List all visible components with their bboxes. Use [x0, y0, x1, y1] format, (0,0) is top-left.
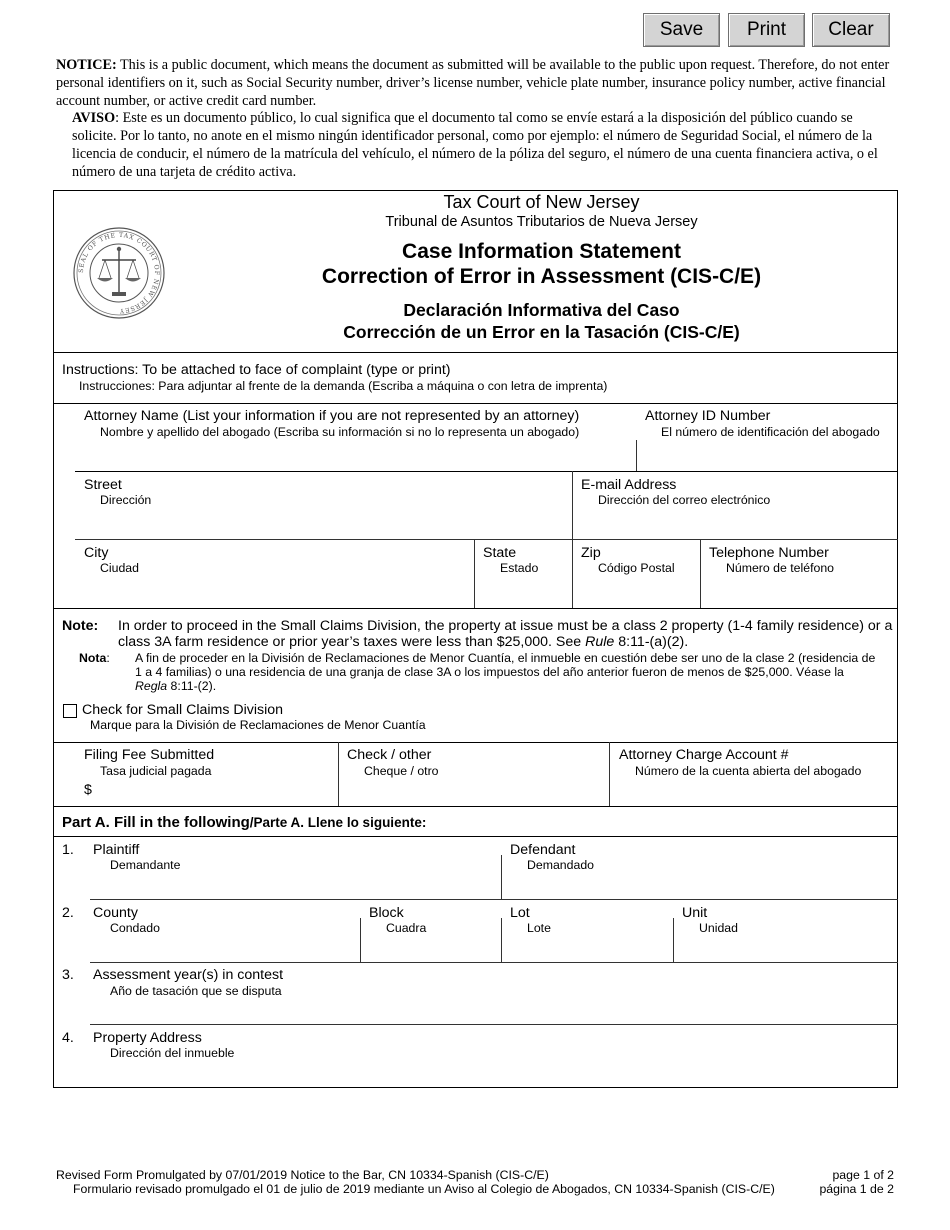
- note-label: Note:: [62, 618, 99, 634]
- state-label-es: Estado: [500, 561, 539, 575]
- title-en-1: Case Information Statement: [402, 240, 681, 263]
- divider: [360, 918, 361, 962]
- notice-es: AVISO: Este es un documento público, lo cual significa que el documento tal como se envíe estará a la disposición del público cuando se solicite. Por lo tanto, no anote en el mismo ningún identificador personal, como por ejemplo: el número de Seguridad Social, el número de la licencia de conducir, el número de la matrícula del vehículo, el número de la póliza del seguro, el número de una cuenta financiera activa, o el número de una tarjeta de crédito activa.: [72, 110, 878, 180]
- defendant-label: Defendant: [510, 842, 576, 858]
- state-label: State: [483, 545, 517, 561]
- instructions-es: Instrucciones: Para adjuntar al frente de la demanda (Escriba a máquina o con letra de imprenta): [79, 379, 608, 393]
- street-field[interactable]: [82, 510, 566, 536]
- unit-field[interactable]: [679, 936, 892, 960]
- county-label-es: Condado: [110, 921, 160, 935]
- divider: [90, 899, 898, 900]
- divider: [700, 539, 701, 608]
- nota-text-2: 1 a 4 familias) o una residencia de una granja de clase 3A o los impuestos del año anterior fueron de menos de $25,000. Véase la: [135, 665, 844, 679]
- assessment-year-field[interactable]: [90, 999, 892, 1023]
- assessment-year-label: Assessment year(s) in contest: [93, 967, 284, 983]
- instructions-en: Instructions: To be attached to face of complaint (type or print): [62, 362, 451, 378]
- small-claims-label: Check for Small Claims Division: [82, 702, 284, 718]
- divider: [75, 471, 898, 472]
- page-number-en: page 1 of 2: [832, 1168, 894, 1182]
- plaintiff-label-es: Demandante: [110, 858, 181, 872]
- page-number-es: página 1 de 2: [819, 1182, 894, 1196]
- email-label: E-mail Address: [581, 477, 677, 493]
- divider: [501, 855, 502, 899]
- county-field[interactable]: [90, 936, 354, 960]
- county-label: County: [93, 905, 138, 921]
- phone-field[interactable]: [706, 578, 892, 604]
- charge-account-field[interactable]: [616, 780, 892, 802]
- nota-text-3: Regla 8:11-(2).: [135, 679, 217, 693]
- attorney-id-label: Attorney ID Number: [645, 408, 771, 424]
- city-label-es: Ciudad: [100, 561, 139, 575]
- clear-button[interactable]: Clear: [812, 13, 890, 47]
- property-address-label: Property Address: [93, 1030, 202, 1046]
- unit-label: Unit: [682, 905, 708, 921]
- lot-field[interactable]: [507, 936, 667, 960]
- city-label: City: [84, 545, 109, 561]
- court-name-en: Tax Court of New Jersey: [443, 192, 640, 212]
- item-number-2: 2.: [62, 905, 74, 921]
- check-other-field[interactable]: [344, 780, 604, 802]
- lot-label-es: Lote: [527, 921, 551, 935]
- divider: [90, 1024, 898, 1025]
- divider: [53, 352, 898, 353]
- item-number-1: 1.: [62, 842, 74, 858]
- filing-fee-field[interactable]: [96, 780, 332, 802]
- attorney-id-field[interactable]: [642, 442, 892, 468]
- charge-account-label: Attorney Charge Account #: [619, 747, 789, 763]
- charge-account-label-es: Número de la cuenta abierta del abogado: [635, 764, 862, 778]
- phone-label-es: Número de teléfono: [726, 561, 835, 575]
- block-label: Block: [369, 905, 404, 921]
- defendant-field[interactable]: [507, 873, 892, 897]
- svg-text:SEAL OF THE TAX COURT OF NEW J: SEAL OF THE TAX COURT OF NEW JERSEY: [77, 231, 161, 315]
- save-button[interactable]: Save: [643, 13, 720, 47]
- item-number-4: 4.: [62, 1030, 74, 1046]
- nota-label: Nota:: [79, 651, 110, 665]
- filing-fee-label: Filing Fee Submitted: [84, 747, 215, 763]
- divider: [53, 403, 898, 404]
- divider: [636, 440, 637, 471]
- attorney-name-field[interactable]: [82, 442, 630, 468]
- attorney-name-label-es: Nombre y apellido del abogado (Escriba su información si no lo representa un abogado): [100, 425, 580, 439]
- attorney-id-label-es: El número de identificación del abogado: [661, 425, 880, 439]
- footer-line-2: Formulario revisado promulgado el 01 de julio de 2019 mediante un Aviso al Colegio de Abogados, CN 10334-Spanish (CIS-C/E): [73, 1182, 775, 1196]
- divider: [474, 539, 475, 608]
- divider: [53, 742, 898, 743]
- unit-label-es: Unidad: [699, 921, 738, 935]
- divider: [75, 539, 898, 540]
- small-claims-label-es: Marque para la División de Reclamaciones de Menor Cuantía: [90, 718, 426, 732]
- state-field[interactable]: [480, 578, 568, 604]
- part-a-heading: Part A. Fill in the following/Parte A. Llene lo siguiente:: [62, 814, 427, 831]
- divider: [90, 962, 898, 963]
- divider: [53, 806, 898, 807]
- zip-label-es: Código Postal: [598, 561, 675, 575]
- assessment-year-label-es: Año de tasación que se disputa: [110, 984, 282, 998]
- divider: [53, 608, 898, 609]
- print-button[interactable]: Print: [728, 13, 805, 47]
- defendant-label-es: Demandado: [527, 858, 594, 872]
- small-claims-checkbox[interactable]: [63, 704, 77, 718]
- nota-text-1: A fin de proceder en la División de Reclamaciones de Menor Cuantía, el inmueble en cuestión debe ser uno de la clase 2 (residencia de: [135, 651, 876, 665]
- street-label-es: Dirección: [100, 493, 152, 507]
- title-en-2: Correction of Error in Assessment (CIS-C/E): [321, 265, 762, 288]
- footer-line-1: Revised Form Promulgated by 07/01/2019 Notice to the Bar, CN 10334-Spanish (CIS-C/E): [56, 1168, 549, 1182]
- title-es-2: Corrección de un Error en la Tasación (CIS-C/E): [343, 322, 740, 342]
- phone-label: Telephone Number: [709, 545, 829, 561]
- divider: [338, 742, 339, 806]
- email-label-es: Dirección del correo electrónico: [598, 493, 771, 507]
- attorney-name-label: Attorney Name (List your information if you are not represented by an attorney): [84, 408, 580, 424]
- divider: [501, 918, 502, 962]
- check-other-label-es: Cheque / otro: [364, 764, 439, 778]
- item-number-3: 3.: [62, 967, 74, 983]
- divider: [673, 918, 674, 962]
- plaintiff-field[interactable]: [90, 873, 495, 897]
- court-name-es: Tribunal de Asuntos Tributarios de Nueva Jersey: [385, 214, 698, 230]
- title-es-1: Declaración Informativa del Caso: [403, 300, 680, 320]
- plaintiff-label: Plaintiff: [93, 842, 140, 858]
- notice-en: NOTICE: This is a public document, which means the document as submitted will be available to the public upon request. Therefore, do not enter personal identifiers on it, such as Social Security number, driver’s license number, vehicle plate number, insurance policy number, active financial account number, or active credit card number.: [56, 57, 890, 109]
- note-text-2: class 3A farm residence or prior year’s taxes were less than $25,000. See Rule 8:11-(a)(2).: [118, 634, 689, 650]
- block-label-es: Cuadra: [386, 921, 427, 935]
- property-address-label-es: Dirección del inmueble: [110, 1046, 235, 1060]
- zip-label: Zip: [581, 545, 601, 561]
- filing-fee-label-es: Tasa judicial pagada: [100, 764, 212, 778]
- email-field[interactable]: [578, 510, 892, 536]
- street-label: Street: [84, 477, 122, 493]
- note-text-1: In order to proceed in the Small Claims Division, the property at issue must be a class 2 property (1-4 family residence) or a: [118, 618, 893, 634]
- lot-label: Lot: [510, 905, 530, 921]
- block-field[interactable]: [366, 936, 495, 960]
- zip-field[interactable]: [578, 578, 696, 604]
- city-field[interactable]: [82, 578, 468, 604]
- court-seal: [72, 226, 166, 320]
- property-address-field[interactable]: [90, 1061, 892, 1083]
- check-other-label: Check / other: [347, 747, 432, 763]
- currency-sign: $: [84, 782, 92, 798]
- divider: [609, 742, 610, 806]
- divider: [53, 836, 898, 837]
